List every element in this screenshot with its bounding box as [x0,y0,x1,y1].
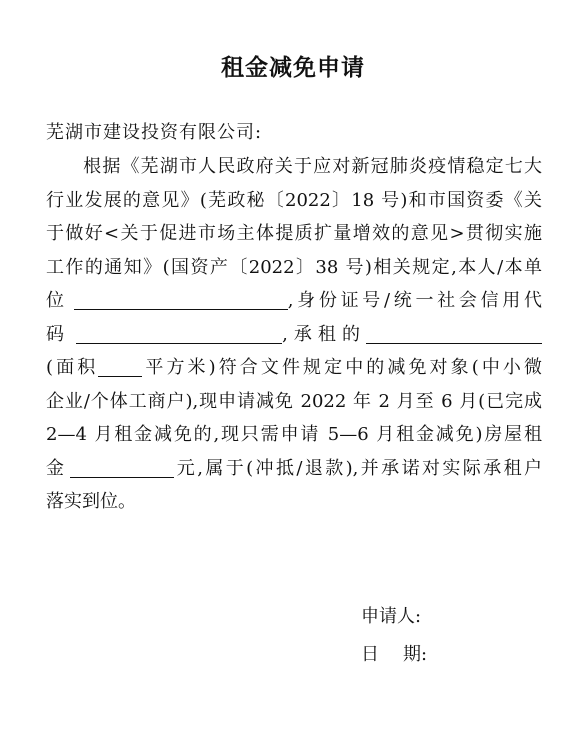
body-line-5 [46,284,542,318]
body-text: 位 [46,290,68,311]
body-text: ,承租的 [282,323,366,345]
body-text: 元,属于(冲抵/退款),并承诺对实际承租户 [174,457,542,479]
area-blank-field[interactable] [98,354,142,377]
body-text: 根据《芜湖市人民政府关于应对新冠肺炎疫情稳定七大 [82,156,542,177]
salutation: 芜湖市建设投资有限公司: [46,122,263,143]
body-line-6 [46,318,542,352]
body-line-7 [46,351,542,385]
name-blank-field[interactable] [74,287,288,310]
body-text: 金 [46,457,67,479]
date-label-part2: 期: [403,644,428,665]
rented-property-blank-field[interactable] [366,321,542,344]
applicant-label: 申请人: [361,606,422,627]
amount-blank-field[interactable] [70,455,174,478]
body-line-11: 落实到位。 [46,491,136,512]
date-label-part1: 日 [361,644,379,665]
id-number-blank-field[interactable] [76,321,282,344]
date-row [361,640,427,666]
document-title: 租金减免申请 [221,55,365,81]
body-line-2: 行业发展的意见》(芜政秘〔2022〕18 号)和市国资委《关 [46,189,542,211]
body-line-9: 2—4 月租金减免的,现只需申请 5—6 月租金减免)房屋租 [46,424,542,445]
body-line-3: 于做好<关于促进市场主体提质扩量增效的意见>贯彻实施 [46,223,542,244]
body-line-1 [46,150,542,184]
body-text: 平方米)符合文件规定中的减免对象(中小微 [142,357,542,378]
body-text: 码 [46,323,71,345]
body-line-10 [46,452,542,486]
document-body [46,150,542,519]
body-line-4: 工作的通知》(国资产〔2022〕38 号)相关规定,本人/本单 [46,256,542,278]
body-text: (面积 [46,357,99,378]
body-line-8: 企业/个体工商户),现申请减免 2022 年 2 月至 6 月(已完成 [46,390,542,412]
body-text: ,身份证号/统一社会信用代 [287,290,542,311]
